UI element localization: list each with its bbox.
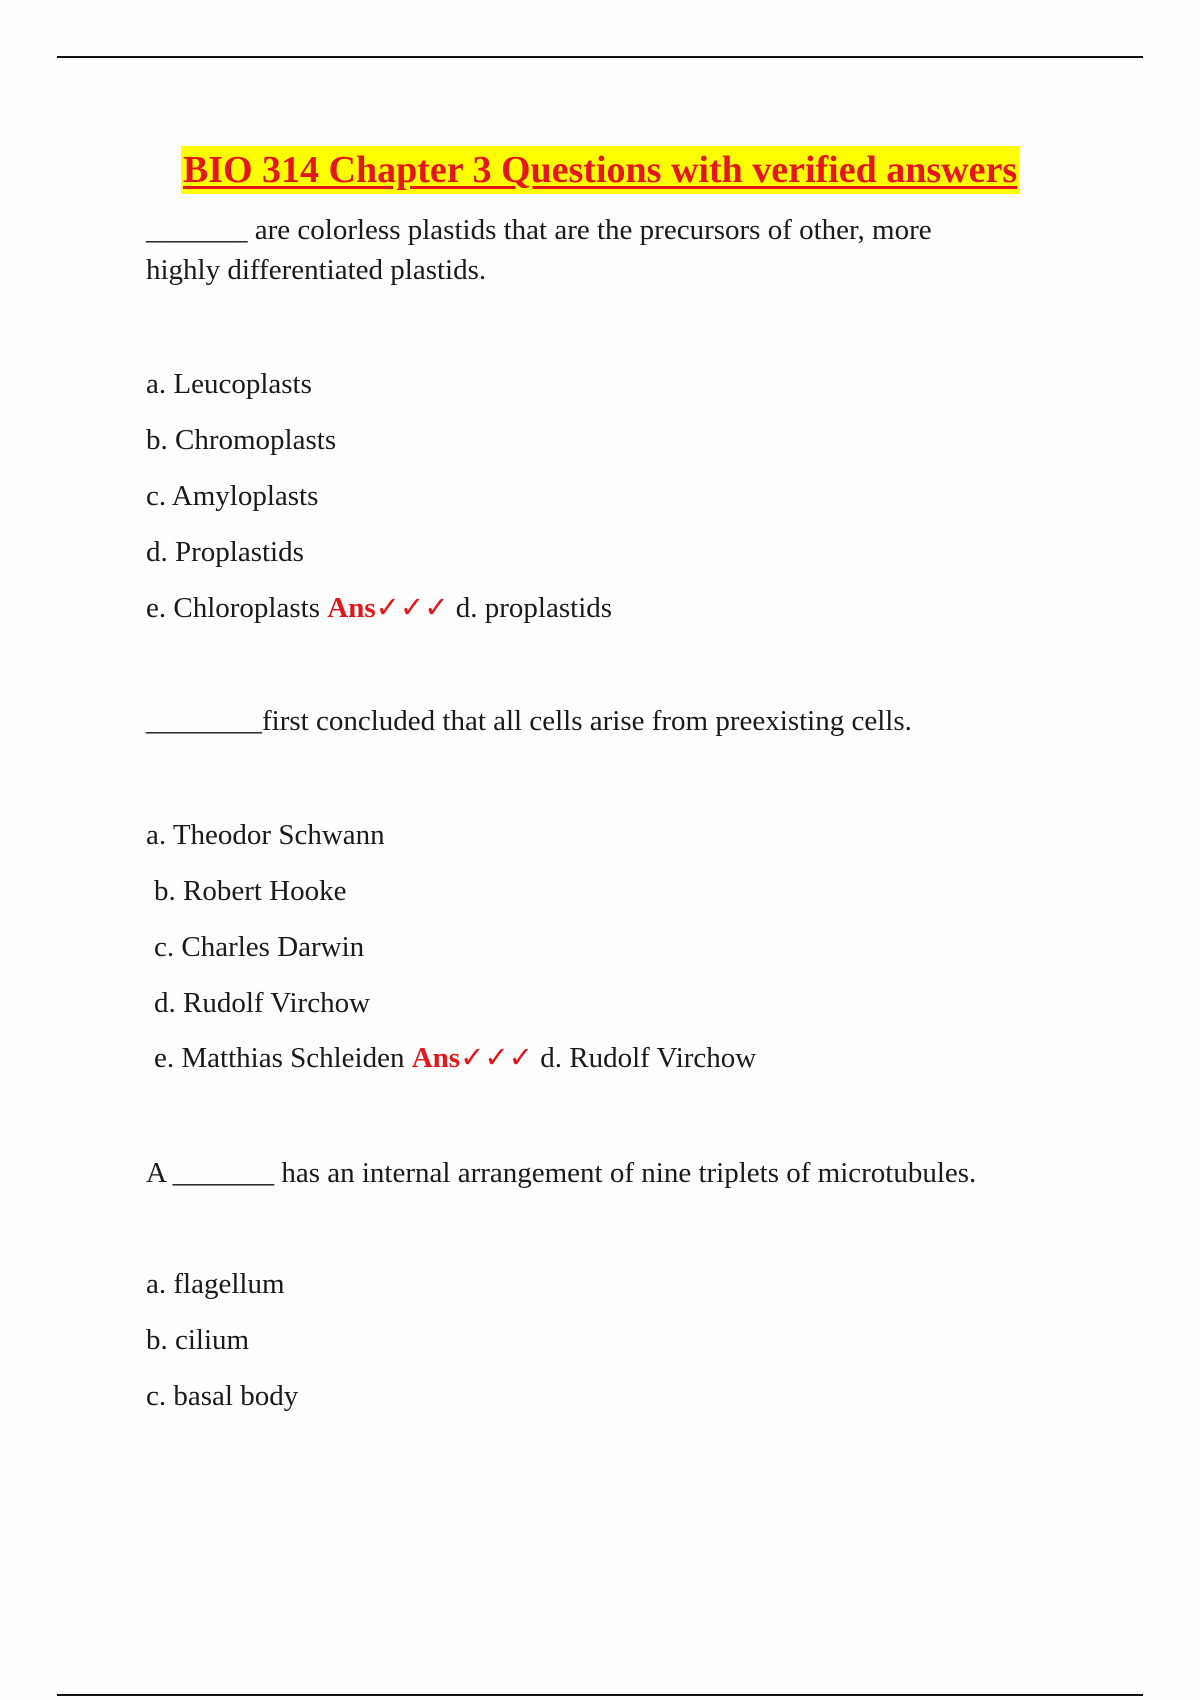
question-3-option-c: c. basal body [146, 1380, 299, 1412]
question-1-stem-line-2: highly differentiated plastids. [146, 254, 487, 286]
question-3-option-a: a. flagellum [146, 1268, 285, 1300]
question-1-answer: d. proplastids [455, 592, 613, 624]
question-1-option-b: b. Chromoplasts [146, 424, 337, 456]
bottom-rule [57, 1694, 1143, 1696]
checkmark-icon: ✓✓✓ [375, 592, 449, 624]
question-1-option-a: a. Leucoplasts [146, 368, 312, 400]
question-2-option-d: d. Rudolf Virchow [154, 987, 371, 1019]
title-container [0, 146, 1200, 194]
question-1-option-e-with-answer [146, 588, 612, 628]
question-2-option-e-with-answer [154, 1038, 756, 1078]
answer-label: Ans [411, 1042, 461, 1074]
question-2-answer: d. Rudolf Virchow [540, 1042, 757, 1074]
question-2-stem: ________first concluded that all cells arise from preexisting cells. [146, 705, 912, 737]
checkmark-icon: ✓✓✓ [460, 1042, 533, 1074]
question-3-stem: A _______ has an internal arrangement of nine triplets of microtubules. [146, 1157, 977, 1189]
question-1-option-c: c. Amyloplasts [146, 480, 319, 512]
question-1-option-d: d. Proplastids [146, 536, 304, 568]
question-1-stem-line-1: _______ are colorless plastids that are the precursors of other, more [146, 214, 932, 246]
question-2-option-e: e. Matthias Schleiden [154, 1042, 405, 1074]
question-2-option-c: c. Charles Darwin [154, 931, 365, 963]
question-1-option-e: e. Chloroplasts [146, 592, 320, 624]
question-3-option-b: b. cilium [146, 1324, 250, 1356]
question-2-option-b: b. Robert Hooke [154, 875, 347, 907]
answer-label: Ans [327, 592, 376, 624]
page-title: BIO 314 Chapter 3 Questions with verified answers [181, 146, 1019, 194]
top-rule [57, 56, 1143, 58]
question-2-option-a: a. Theodor Schwann [146, 819, 385, 851]
